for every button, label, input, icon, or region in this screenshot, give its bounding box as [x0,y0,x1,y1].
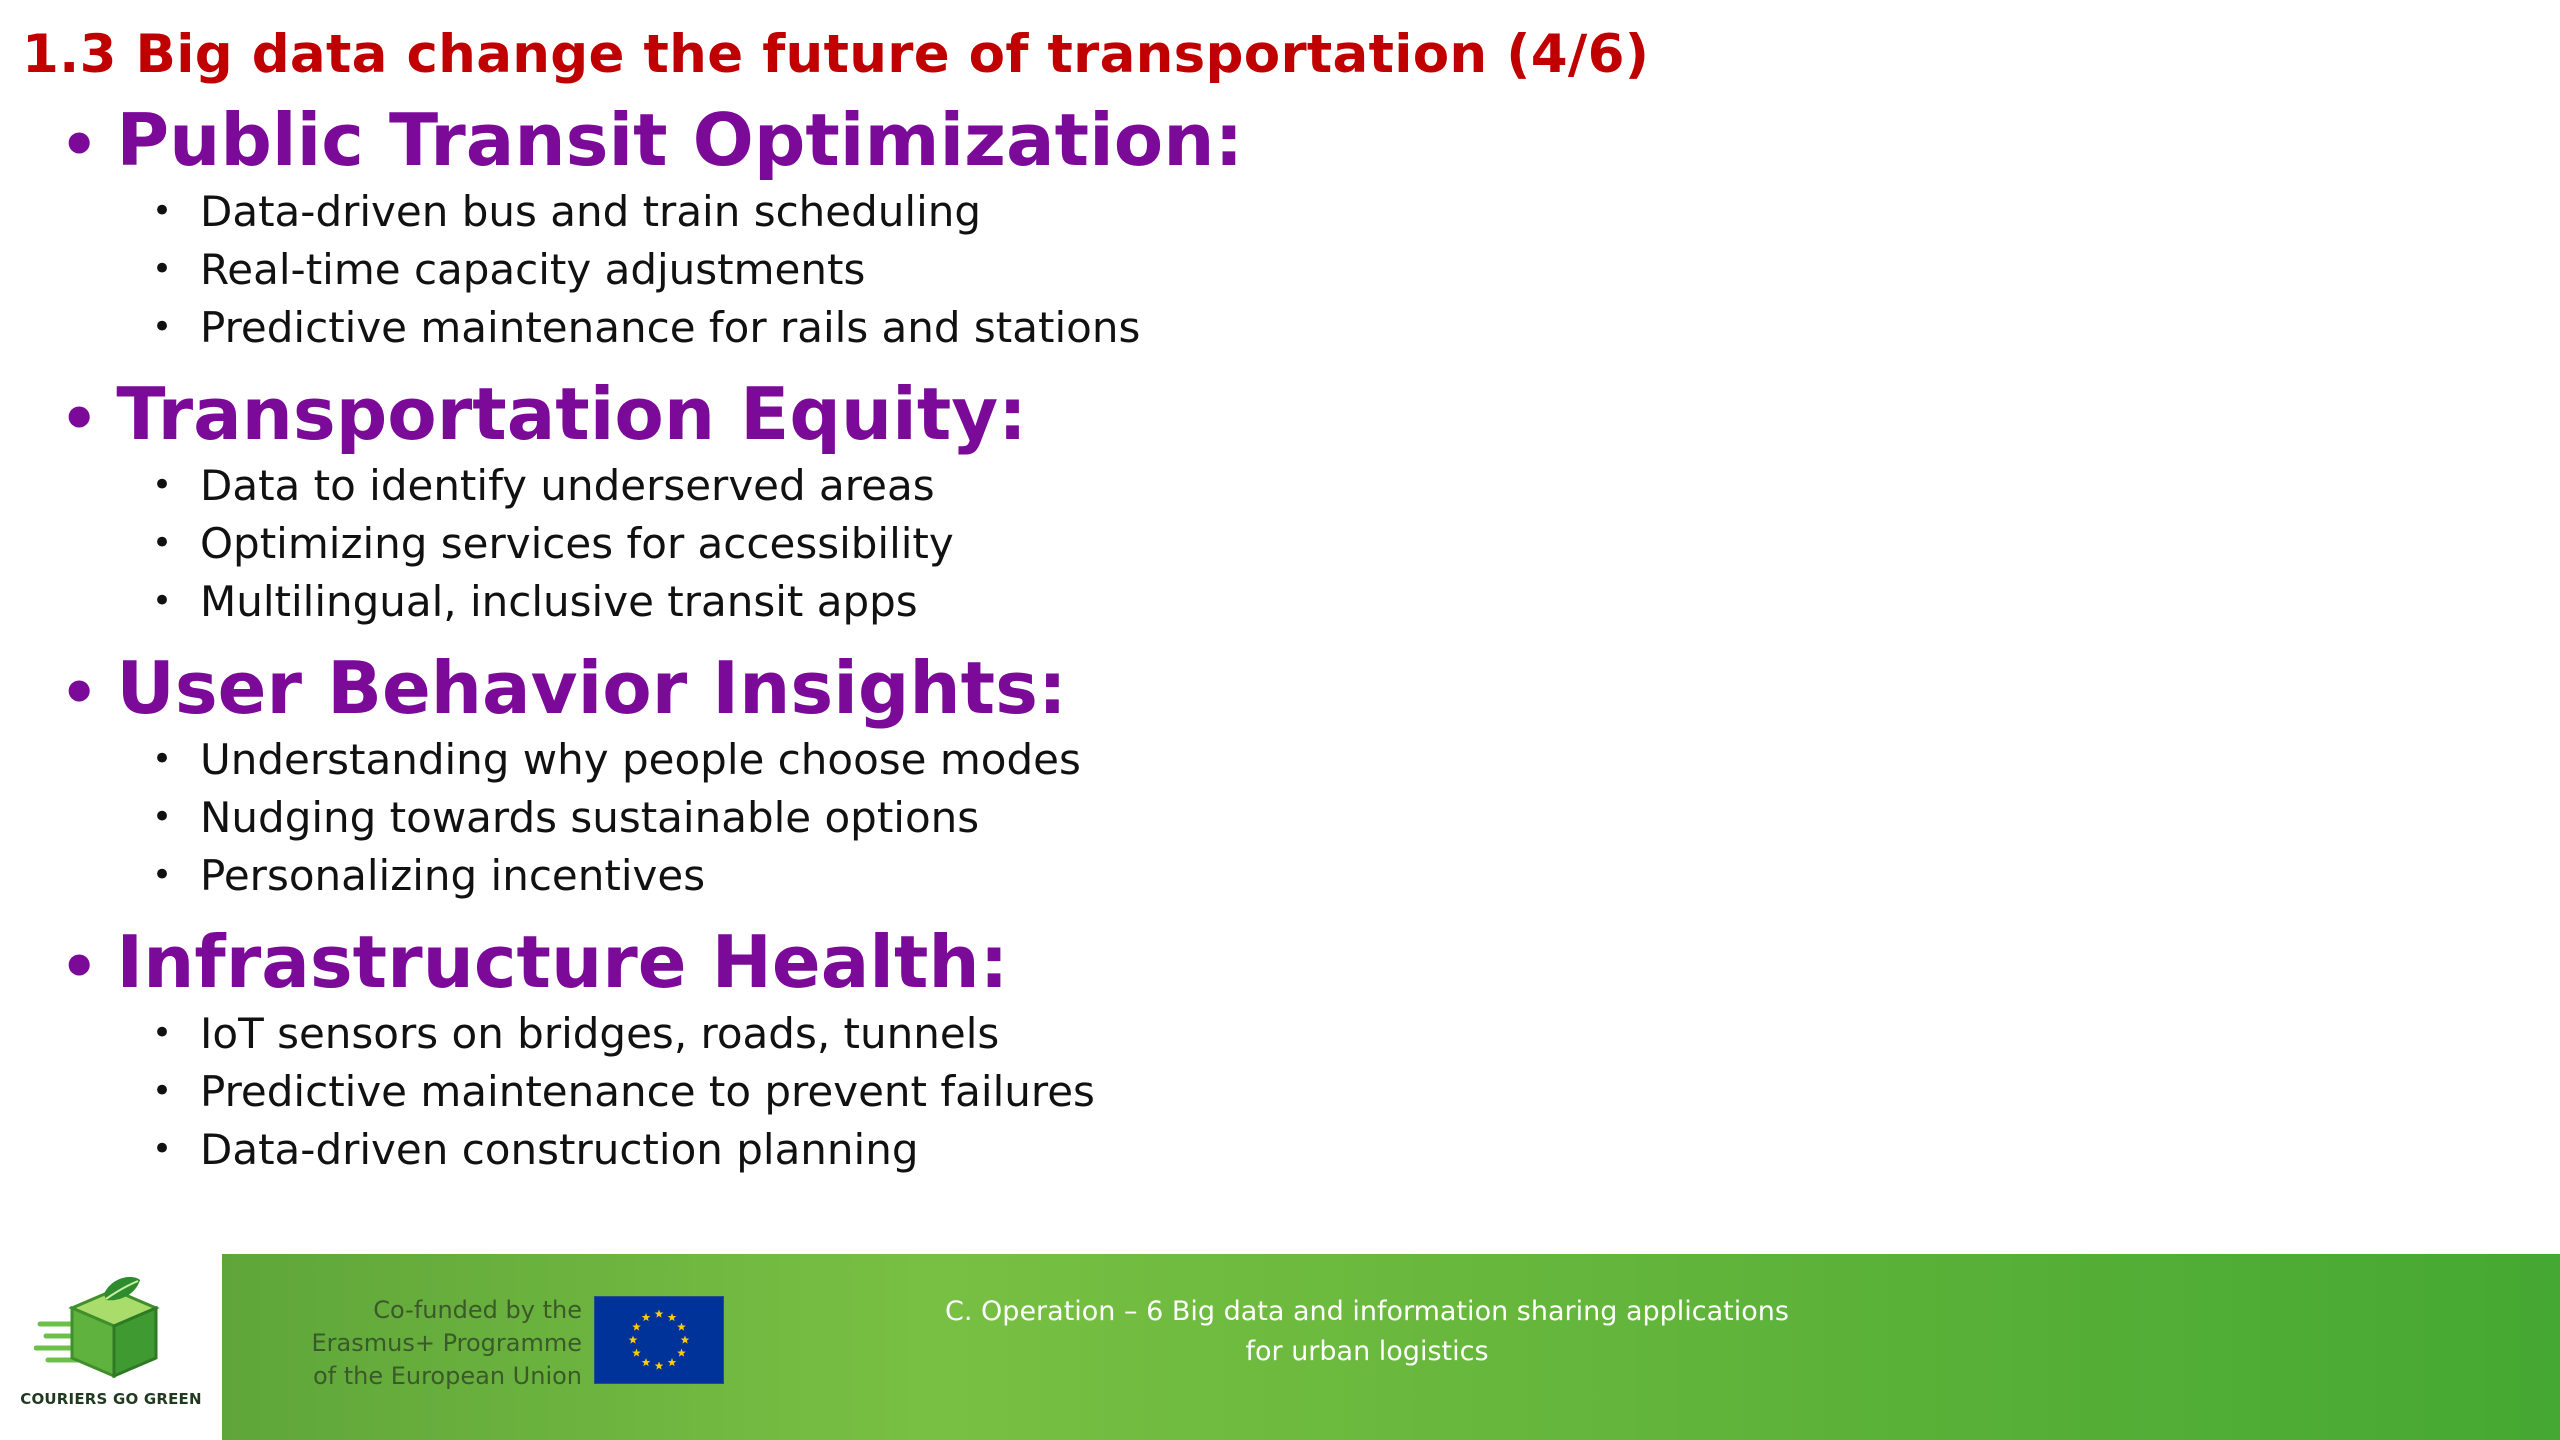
list-item [152,456,2460,514]
list-item [152,788,2460,846]
section-heading-text: Infrastructure Health: [116,920,1009,1004]
list-item-text: Real-time capacity adjustments [200,244,866,294]
list-item-text: Optimizing services for accessibility [200,518,954,568]
list-item-text: Data to identify underserved areas [200,460,935,510]
footer-caption [822,1292,1912,1372]
bullet-icon: • [152,465,173,505]
list-item-text: Personalizing incentives [200,850,706,900]
list-item [152,846,2460,904]
cofunded-line: Erasmus+ Programme [311,1329,582,1357]
list-item-text: Data-driven bus and train scheduling [200,186,982,236]
bullet-icon: • [152,581,173,621]
bullet-icon: • [60,384,99,454]
eu-star-icon [668,1313,677,1321]
section-heading [60,920,2460,1004]
footer-caption-line: C. Operation – 6 Big data and information sharing applications [945,1296,1789,1327]
eu-star-icon [655,1310,664,1318]
section-heading-text: User Behavior Insights: [116,646,1067,730]
list-item-text: IoT sensors on bridges, roads, tunnels [200,1008,1000,1058]
logo-text: COURIERS GO GREEN [20,1390,202,1408]
list-item [152,730,2460,788]
list-item-text: Data-driven construction planning [200,1124,919,1174]
list-item [152,572,2460,630]
couriers-go-green-logo [0,1254,222,1440]
eu-flag-icon [594,1296,724,1384]
bullet-icon: • [152,249,173,289]
list-item-text: Understanding why people choose modes [200,734,1081,784]
eu-star-icon [677,1349,686,1357]
bullet-icon: • [152,855,173,895]
eu-star-icon [642,1358,651,1366]
cofunded-line: Co-funded by the [373,1296,582,1324]
list-item-text: Predictive maintenance for rails and stations [200,302,1141,352]
bullet-icon: • [60,932,99,1002]
box-leaf-icon [34,1272,184,1390]
list-item [152,1062,2460,1120]
list-item [152,182,2460,240]
eu-star-icon [632,1323,641,1331]
bullet-icon: • [152,523,173,563]
section-transportation-equity [60,372,2460,630]
list-item [152,298,2460,356]
section-heading [60,372,2460,456]
eu-stars-icon [595,1297,723,1383]
bullet-icon: • [152,1013,173,1053]
list-item-text: Predictive maintenance to prevent failures [200,1066,1095,1116]
section-heading [60,646,2460,730]
footer-band [222,1254,2560,1440]
list-item [152,1004,2460,1062]
bullet-list [60,730,2460,904]
bullet-icon: • [152,1129,173,1169]
eu-star-icon [668,1358,677,1366]
section-infrastructure-health [60,920,2460,1178]
bullet-icon: • [152,1071,173,1111]
bullet-icon: • [152,797,173,837]
bullet-icon: • [60,110,99,180]
bullet-list [60,1004,2460,1178]
section-user-behavior [60,646,2460,904]
bullet-icon: • [152,191,173,231]
section-public-transit [60,98,2460,356]
slide-footer [0,1254,2560,1440]
cofunded-text [292,1294,582,1393]
slide-title: 1.3 Big data change the future of transportation (4/6) [22,24,1650,85]
bullet-icon: • [152,739,173,779]
bullet-list [60,456,2460,630]
cofunded-line: of the European Union [312,1362,582,1390]
list-item [152,240,2460,298]
section-heading-text: Public Transit Optimization: [116,98,1244,182]
list-item-text: Nudging towards sustainable options [200,792,980,842]
footer-caption-line: for urban logistics [1245,1336,1489,1367]
list-item [152,514,2460,572]
bullet-list [60,182,2460,356]
slide-content [60,98,2460,1194]
eu-star-icon [655,1362,664,1370]
bullet-icon: • [60,658,99,728]
list-item [152,1120,2460,1178]
eu-star-icon [681,1336,690,1344]
section-heading [60,98,2460,182]
bullet-icon: • [152,307,173,347]
section-heading-text: Transportation Equity: [116,372,1027,456]
eu-star-icon [642,1313,651,1321]
list-item-text: Multilingual, inclusive transit apps [200,576,918,626]
eu-star-icon [632,1349,641,1357]
eu-star-icon [677,1323,686,1331]
eu-star-icon [629,1336,638,1344]
